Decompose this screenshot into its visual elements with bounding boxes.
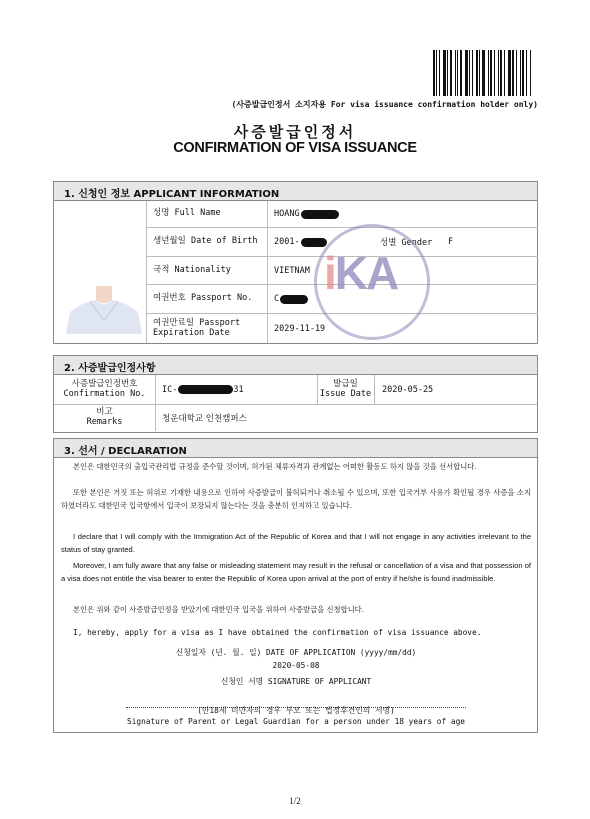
applicant-signature-label: 신청인 서명 SIGNATURE OF APPLICANT <box>220 677 372 686</box>
page-number: 1/2 <box>289 796 301 806</box>
date-of-birth-value: 2001- <box>274 228 327 256</box>
issue-date-value: 2020-05-25 <box>382 384 434 395</box>
gender-label: 성별 Gender <box>380 238 433 248</box>
declaration-english-paragraph-1: I declare that I will comply with the Immigration Act of the Republic of Korea and that I will not engage in any activities irrelevant to the status of stay granted. <box>61 532 531 554</box>
ika-watermark-logo: iKA <box>324 247 398 299</box>
barcode-bar <box>500 50 502 96</box>
passport-expiry-value: 2029-11-19 <box>274 323 326 334</box>
barcode-bar <box>498 50 499 96</box>
declaration-english-paragraph-2: Moreover, I am fully aware that any false or misleading statement may result in the refusal or cancellation of a visa and that possession of a visa does not entitle the visa bearer to enter the Republic of Korea upon arrival at the port of entry if he/she is found inadmissible. <box>61 561 531 583</box>
barcode-bar <box>450 50 452 96</box>
barcode-bar <box>530 50 531 96</box>
declaration-korean-paragraph-1: 본인은 대한민국의 출입국관리법 규정을 준수할 것이며, 허가된 체류자격과 관계없는 어떠한 활동도 하지 않을 것을 선서합니다. <box>73 462 477 471</box>
barcode-bar <box>494 50 495 96</box>
passport-expiry-label: 여권만료일 Passport Expiration Date <box>146 314 268 343</box>
barcode-bar <box>457 50 458 96</box>
applicant-photo <box>62 286 146 334</box>
barcode-bar <box>526 50 527 96</box>
full-name-label: 성명 Full Name <box>146 201 268 227</box>
redaction-mark <box>301 210 339 219</box>
barcode-bar <box>447 50 448 96</box>
guardian-signature-label-korean: (만18세 미만자의 경우 부모 또는 법정후견인의 서명) <box>197 706 395 715</box>
passport-number-value: C <box>274 285 308 313</box>
barcode-bar <box>465 50 468 96</box>
document-title-korean: 사증발급인정서 <box>233 123 357 141</box>
barcode-bar <box>476 50 478 96</box>
declaration-box <box>53 458 538 733</box>
application-date-label: 신청일자 (년. 월. 일) DATE OF APPLICATION (yyyy/mm/dd) <box>175 648 417 657</box>
barcode-bar <box>436 50 437 96</box>
barcode-bar <box>439 50 440 96</box>
nationality-label: 국적 Nationality <box>146 257 268 284</box>
confirmation-number-value: IC- 31 <box>162 384 244 395</box>
application-statement-korean: 본인은 위와 같이 사증발급인정을 받았기에 대한민국 입국을 위하여 사증발급을 신청합니다. <box>73 605 365 614</box>
barcode-bar <box>472 50 473 96</box>
remarks-value: 청운대학교 인천캠퍼스 <box>162 413 247 424</box>
redaction-mark <box>280 295 308 304</box>
full-name-value: HOANG <box>274 201 339 227</box>
visa-confirmation-table <box>53 375 538 433</box>
gender-value: F <box>448 237 454 247</box>
barcode-bar <box>479 50 480 96</box>
holder-note: (사증발급인정서 소지자용 For visa issuance confirmation holder only) <box>231 100 538 109</box>
barcode-bar <box>455 50 456 96</box>
barcode-bar <box>520 50 521 96</box>
redaction-mark <box>301 238 327 247</box>
barcode-bar <box>504 50 505 96</box>
barcode-bar <box>482 50 485 96</box>
section-declaration-heading: 3. 선서 / DECLARATION <box>53 438 538 458</box>
applicant-information-table <box>53 201 538 344</box>
barcode-bar <box>508 50 511 96</box>
document-title-english: CONFIRMATION OF VISA ISSUANCE <box>173 140 417 156</box>
nationality-value: VIETNAM <box>274 265 310 276</box>
application-date-value: 2020-05-08 <box>272 661 320 670</box>
application-statement-english: I, hereby, apply for a visa as I have obtained the confirmation of visa issuance above. <box>73 628 482 637</box>
barcode-bar <box>516 50 517 96</box>
issue-date-label: 발급일 Issue Date <box>319 378 372 399</box>
date-of-birth-label: 생년월일 Date of Birth <box>146 228 268 256</box>
barcode-bar <box>488 50 489 96</box>
confirmation-number-label: 사증발급인정번호 Confirmation No. <box>63 378 146 399</box>
passport-number-label: 여권번호 Passport No. <box>146 285 268 313</box>
barcode-bar <box>512 50 514 96</box>
section-applicant-information-heading: 1. 신청인 정보 APPLICANT INFORMATION <box>53 181 538 201</box>
barcode-bar <box>433 50 435 96</box>
barcode-bar <box>469 50 470 96</box>
barcode-bar <box>443 50 446 96</box>
barcode-bar <box>460 50 462 96</box>
remarks-label: 비고 Remarks <box>86 406 123 427</box>
section-visa-confirmation-heading: 2. 사증발급인정사항 <box>53 355 538 375</box>
declaration-korean-paragraph-2: 또한 본인은 거짓 또는 허위로 기재한 내용으로 인하여 사증발급이 불허되거나 취소될 수 있으며, 또한 입국거부 사유가 확인될 경우 사증을 소지하였더라도 대한민국 입국항에서 입국이 보장되지 않는다는 것을 충분히 인지하고 있습니다. <box>61 488 531 510</box>
barcode <box>433 50 533 96</box>
guardian-signature-label-english: Signature of Parent or Legal Guardian for a person under 18 years of age <box>127 717 465 726</box>
full-name-row <box>146 201 538 228</box>
redaction-mark <box>178 385 233 394</box>
barcode-bar <box>522 50 524 96</box>
barcode-bar <box>490 50 492 96</box>
